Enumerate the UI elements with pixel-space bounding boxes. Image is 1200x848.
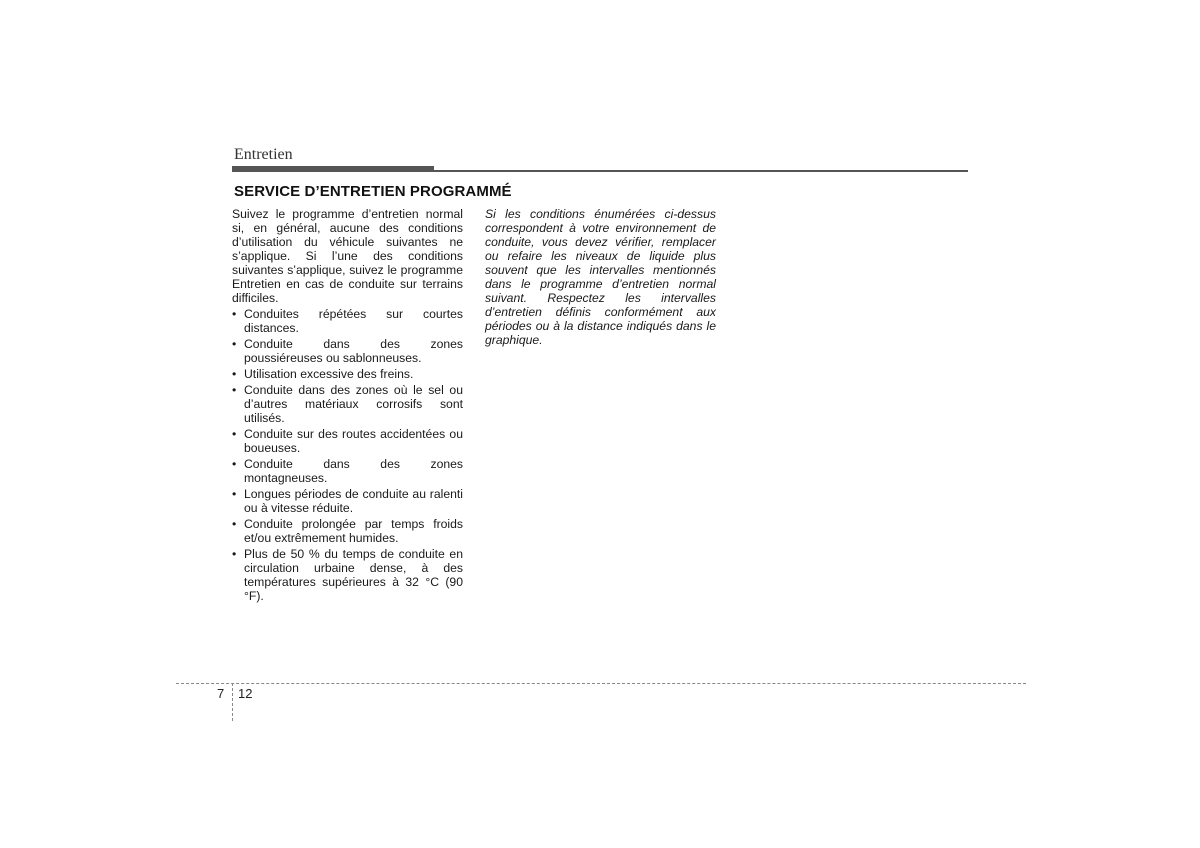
left-column: [232, 207, 463, 605]
header-rule-thin: [434, 170, 968, 172]
conditions-list: [232, 307, 463, 603]
list-item-text: Plus de 50 % du temps de conduite en circulation urbaine dense, à des températures supérieures à 32 °C (90 °F).: [244, 547, 463, 603]
right-column: [485, 207, 716, 347]
page-number: 12: [238, 686, 253, 701]
footer-divider: [176, 683, 1026, 684]
list-item-text: Conduites répétées sur courtes distances.: [244, 307, 463, 335]
list-item-text: Utilisation excessive des freins.: [244, 367, 414, 381]
page-title: SERVICE D’ENTRETIEN PROGRAMMÉ: [234, 183, 512, 200]
bullet-icon: •: [232, 547, 237, 561]
header-rule-thick: [232, 166, 434, 172]
list-item-text: Longues périodes de conduite au ralenti ou à vitesse réduite.: [244, 487, 463, 515]
bullet-icon: •: [232, 487, 237, 501]
list-item-text: Conduite dans des zones montagneuses.: [244, 457, 463, 485]
list-item: [232, 337, 463, 365]
bullet-icon: •: [232, 383, 237, 397]
list-item: [232, 307, 463, 335]
bullet-icon: •: [232, 427, 237, 441]
section-header: Entretien: [234, 146, 293, 163]
list-item-text: Conduite dans des zones poussiéreuses ou sablonneuses.: [244, 337, 463, 365]
bullet-icon: •: [232, 457, 237, 471]
list-item: [232, 367, 463, 381]
list-item-text: Conduite prolongée par temps froids et/ou extrêmement humides.: [244, 517, 463, 545]
bullet-icon: •: [232, 517, 237, 531]
bullet-icon: •: [232, 337, 237, 351]
list-item-text: Conduite sur des routes accidentées ou boueuses.: [244, 427, 463, 455]
bullet-icon: •: [232, 307, 237, 321]
list-item: [232, 547, 463, 603]
chapter-number: 7: [217, 686, 225, 701]
list-item: [232, 427, 463, 455]
list-item: [232, 517, 463, 545]
note-paragraph: Si les conditions énumérées ci-dessus correspondent à votre environnement de conduite, vous devez vérifier, remplacer ou refaire les niveaux de liquide plus souvent que les intervalles mentionnés dans le programme d’entretien normal suivant. Respectez les intervalles d’entretien définis conformément aux périodes ou à la distance indiqués dans le graphique.: [485, 207, 716, 347]
list-item-text: Conduite dans des zones où le sel ou d’autres matériaux corrosifs sont utilisés.: [244, 383, 463, 425]
list-item: [232, 487, 463, 515]
list-item: [232, 383, 463, 425]
bullet-icon: •: [232, 367, 237, 381]
intro-paragraph: Suivez le programme d’entretien normal si, en général, aucune des conditions d’utilisation du véhicule suivantes ne s’applique. Si l’une des conditions suivantes s’applique, suivez le programme Entretien en cas de conduite sur terrains difficiles.: [232, 207, 463, 305]
footer-vertical-divider: [232, 683, 233, 721]
list-item: [232, 457, 463, 485]
